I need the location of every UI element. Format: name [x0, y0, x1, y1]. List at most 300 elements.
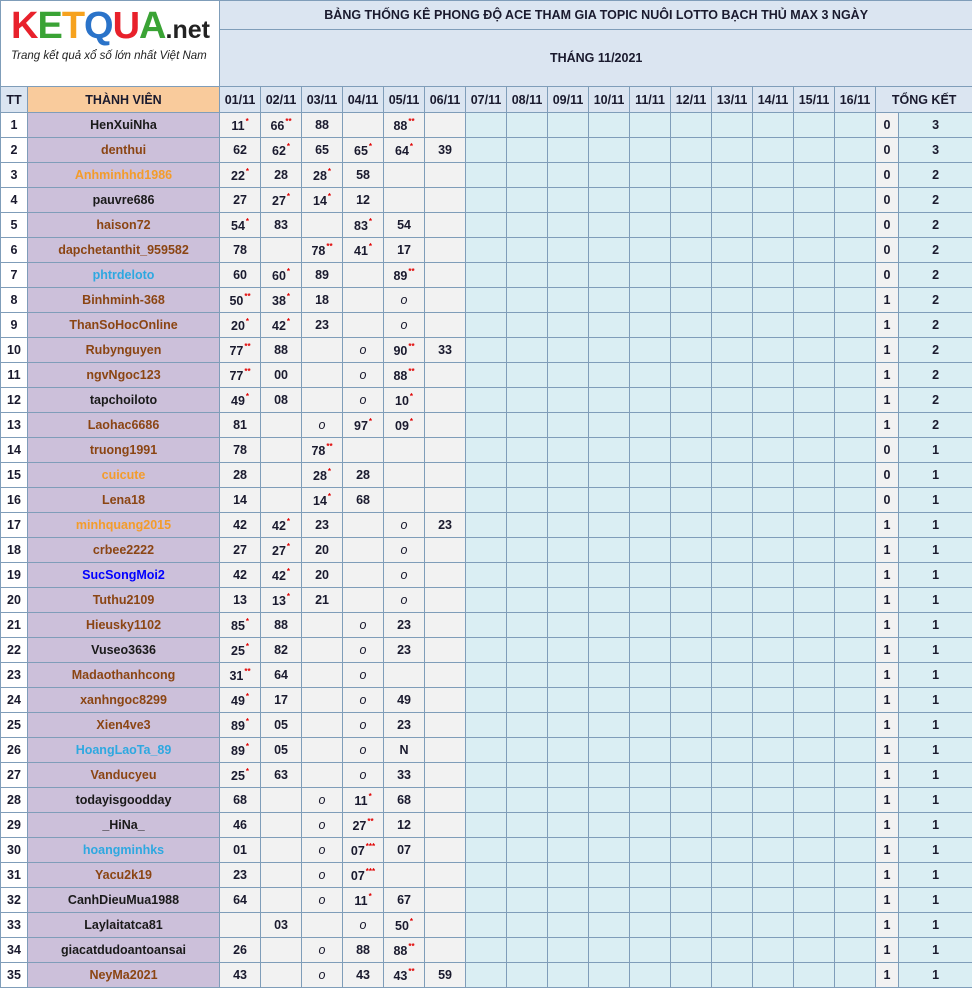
day-cell	[548, 238, 589, 263]
number-value: 23	[233, 868, 247, 882]
number-value: 21	[315, 593, 329, 607]
day-cell	[548, 913, 589, 938]
number-value: 27	[233, 193, 247, 207]
number-value: 68	[356, 493, 370, 507]
day-cell	[548, 288, 589, 313]
day-cell	[507, 538, 548, 563]
table-row	[1, 363, 972, 388]
number-value: 49	[231, 394, 245, 408]
hit-marker: *	[245, 392, 250, 401]
table-row	[1, 163, 972, 188]
member-name[interactable]: giacatdudoantoansai	[28, 938, 220, 963]
member-name[interactable]: Hieusky1102	[28, 613, 220, 638]
day-cell	[548, 838, 589, 863]
member-name[interactable]: Binhminh-368	[28, 288, 220, 313]
day-cell	[712, 813, 753, 838]
table-row	[1, 913, 972, 938]
number-value: 64	[274, 668, 288, 682]
day-cell	[384, 838, 425, 863]
day-cell	[712, 338, 753, 363]
day-cell	[753, 588, 794, 613]
table-row	[1, 838, 972, 863]
summary-hit-count: 1	[899, 863, 972, 888]
day-cell	[671, 413, 712, 438]
day-cell	[384, 763, 425, 788]
number-value: o	[318, 943, 326, 957]
hit-marker: ***	[365, 842, 376, 851]
member-name[interactable]: cuicute	[28, 463, 220, 488]
row-number: 31	[1, 863, 28, 888]
summary-hit-count: 2	[899, 388, 972, 413]
day-cell	[302, 288, 343, 313]
member-name[interactable]: truong1991	[28, 438, 220, 463]
row-number: 34	[1, 938, 28, 963]
table-row	[1, 738, 972, 763]
number-value: 23	[397, 618, 411, 632]
day-cell	[835, 788, 876, 813]
day-cell	[589, 588, 630, 613]
day-cell	[343, 313, 384, 338]
day-cell	[261, 738, 302, 763]
day-cell	[753, 763, 794, 788]
day-cell	[753, 138, 794, 163]
day-cell	[302, 913, 343, 938]
member-name[interactable]: haison72	[28, 213, 220, 238]
number-value: 89	[231, 719, 245, 733]
day-cell	[261, 938, 302, 963]
summary-miss-count: 1	[876, 338, 899, 363]
day-cell	[794, 363, 835, 388]
row-number: 28	[1, 788, 28, 813]
member-name[interactable]: Tuthu2109	[28, 588, 220, 613]
day-cell	[425, 863, 466, 888]
summary-miss-count: 1	[876, 413, 899, 438]
hit-marker: **	[326, 242, 333, 251]
day-cell	[630, 413, 671, 438]
number-value: o	[318, 843, 326, 857]
day-cell	[671, 663, 712, 688]
table-row	[1, 213, 972, 238]
number-value: o	[400, 518, 408, 532]
day-cell	[630, 763, 671, 788]
day-cell	[753, 363, 794, 388]
day-cell	[343, 588, 384, 613]
number-value: 81	[233, 418, 247, 432]
row-number: 2	[1, 138, 28, 163]
column-header-date: 03/11	[302, 87, 343, 113]
day-cell	[835, 138, 876, 163]
summary-miss-count: 1	[876, 388, 899, 413]
number-value: 78	[311, 244, 326, 258]
day-cell	[384, 263, 425, 288]
day-cell	[712, 263, 753, 288]
day-cell	[753, 263, 794, 288]
hit-marker: *	[286, 267, 291, 276]
day-cell	[466, 713, 507, 738]
number-value: 65	[354, 144, 368, 158]
hit-marker: *	[368, 417, 373, 426]
day-cell	[220, 313, 261, 338]
day-cell	[507, 588, 548, 613]
day-cell	[589, 113, 630, 138]
day-cell	[425, 288, 466, 313]
number-value: 88	[356, 943, 370, 957]
member-name[interactable]: Yacu2k19	[28, 863, 220, 888]
column-header-tt: TT	[1, 87, 28, 113]
day-cell	[794, 413, 835, 438]
hit-marker: *	[368, 892, 372, 901]
day-cell	[712, 638, 753, 663]
day-cell	[507, 963, 548, 988]
day-cell	[220, 238, 261, 263]
day-cell	[384, 563, 425, 588]
day-cell	[548, 663, 589, 688]
day-cell	[425, 363, 466, 388]
day-cell	[507, 438, 548, 463]
day-cell	[712, 463, 753, 488]
summary-miss-count: 1	[876, 713, 899, 738]
day-cell	[671, 313, 712, 338]
row-number: 14	[1, 438, 28, 463]
day-cell	[548, 788, 589, 813]
day-cell	[507, 938, 548, 963]
day-cell	[466, 838, 507, 863]
day-cell	[548, 763, 589, 788]
day-cell	[384, 588, 425, 613]
day-cell	[343, 288, 384, 313]
day-cell	[712, 488, 753, 513]
day-cell	[220, 413, 261, 438]
table-row	[1, 938, 972, 963]
day-cell	[794, 138, 835, 163]
number-value: 13	[272, 594, 286, 608]
day-cell	[630, 738, 671, 763]
day-cell	[630, 913, 671, 938]
day-cell	[712, 838, 753, 863]
day-cell	[425, 438, 466, 463]
day-cell	[261, 138, 302, 163]
hit-marker: *	[286, 192, 291, 201]
day-cell	[466, 463, 507, 488]
day-cell	[835, 613, 876, 638]
day-cell	[466, 738, 507, 763]
day-cell	[753, 413, 794, 438]
number-value: 88	[274, 618, 288, 632]
number-value: 12	[356, 193, 370, 207]
day-cell	[548, 638, 589, 663]
day-cell	[630, 688, 671, 713]
day-cell	[220, 663, 261, 688]
member-name[interactable]: ThanSoHocOnline	[28, 313, 220, 338]
day-cell	[343, 888, 384, 913]
column-header-date: 06/11	[425, 87, 466, 113]
number-value: 11	[354, 794, 368, 808]
day-cell	[630, 338, 671, 363]
hit-marker: *	[245, 742, 250, 751]
summary-miss-count: 0	[876, 463, 899, 488]
summary-hit-count: 2	[899, 263, 972, 288]
member-name[interactable]: _HiNa_	[28, 813, 220, 838]
summary-miss-count: 1	[876, 313, 899, 338]
summary-miss-count: 1	[876, 888, 899, 913]
hit-marker: **	[367, 817, 374, 826]
day-cell	[794, 688, 835, 713]
number-value: 77	[229, 344, 244, 358]
day-cell	[343, 938, 384, 963]
column-header-date: 01/11	[220, 87, 261, 113]
day-cell	[425, 463, 466, 488]
number-value: 78	[233, 243, 247, 257]
number-value: 23	[397, 718, 411, 732]
member-name[interactable]: todayisgoodday	[28, 788, 220, 813]
day-cell	[507, 888, 548, 913]
number-value: o	[359, 368, 367, 382]
logo-letter: A	[139, 5, 166, 47]
day-cell	[712, 538, 753, 563]
day-cell	[671, 538, 712, 563]
member-name[interactable]: tapchoiloto	[28, 388, 220, 413]
day-cell	[384, 663, 425, 688]
summary-hit-count: 1	[899, 713, 972, 738]
number-value: 60	[272, 269, 286, 283]
member-name[interactable]: Laohac6686	[28, 413, 220, 438]
hit-marker: *	[327, 192, 332, 201]
table-row	[1, 613, 972, 638]
day-cell	[753, 338, 794, 363]
day-cell	[712, 113, 753, 138]
day-cell	[302, 313, 343, 338]
member-name[interactable]: crbee2222	[28, 538, 220, 563]
day-cell	[466, 963, 507, 988]
number-value: 28	[313, 469, 327, 483]
day-cell	[794, 738, 835, 763]
table-row	[1, 338, 972, 363]
number-value: 42	[233, 568, 247, 582]
day-cell	[302, 363, 343, 388]
day-cell	[466, 238, 507, 263]
number-value: 50	[229, 294, 244, 308]
day-cell	[302, 238, 343, 263]
day-cell	[712, 163, 753, 188]
day-cell	[712, 663, 753, 688]
number-value: 12	[397, 818, 411, 832]
day-cell	[630, 188, 671, 213]
member-name[interactable]: Anhminhhd1986	[28, 163, 220, 188]
hit-marker: **	[408, 267, 415, 276]
day-cell	[261, 263, 302, 288]
day-cell	[548, 213, 589, 238]
day-cell	[507, 188, 548, 213]
day-cell	[466, 813, 507, 838]
summary-miss-count: 1	[876, 938, 899, 963]
number-value: o	[359, 393, 367, 407]
day-cell	[384, 213, 425, 238]
day-cell	[302, 863, 343, 888]
number-value: 42	[272, 569, 286, 583]
day-cell	[753, 188, 794, 213]
member-name[interactable]: xanhngoc8299	[28, 688, 220, 713]
number-value: o	[359, 618, 367, 632]
day-cell	[220, 713, 261, 738]
member-name[interactable]: CanhDieuMua1988	[28, 888, 220, 913]
number-value: 38	[272, 294, 286, 308]
summary-miss-count: 1	[876, 863, 899, 888]
day-cell	[630, 213, 671, 238]
hit-marker: **	[285, 117, 292, 126]
day-cell	[384, 863, 425, 888]
page-title: THÁNG 11/2021	[220, 30, 972, 87]
day-cell	[589, 413, 630, 438]
number-value: o	[400, 318, 408, 332]
day-cell	[794, 388, 835, 413]
column-header-date: 08/11	[507, 87, 548, 113]
number-value: 43	[393, 969, 408, 983]
day-cell	[753, 738, 794, 763]
hit-marker: *	[327, 167, 332, 176]
day-cell	[425, 938, 466, 963]
table-row	[1, 313, 972, 338]
member-name[interactable]: minhquang2015	[28, 513, 220, 538]
number-value: 43	[356, 968, 370, 982]
member-name[interactable]: HoangLaoTa_89	[28, 738, 220, 763]
day-cell	[712, 513, 753, 538]
day-cell	[302, 388, 343, 413]
day-cell	[712, 713, 753, 738]
member-name[interactable]: phtrdeloto	[28, 263, 220, 288]
day-cell	[671, 738, 712, 763]
table-row	[1, 388, 972, 413]
day-cell	[753, 388, 794, 413]
number-value: o	[400, 568, 408, 582]
day-cell	[425, 638, 466, 663]
number-value: 27	[233, 543, 247, 557]
day-cell	[466, 863, 507, 888]
day-cell	[384, 363, 425, 388]
number-value: 89	[315, 268, 329, 282]
day-cell	[671, 863, 712, 888]
hit-marker: *	[409, 142, 414, 151]
day-cell	[630, 288, 671, 313]
ketqua-logo[interactable]	[1, 1, 219, 63]
day-cell	[261, 338, 302, 363]
number-value: o	[359, 743, 367, 757]
member-name[interactable]: SucSongMoi2	[28, 563, 220, 588]
number-value: 00	[274, 368, 288, 382]
number-value: 50	[395, 919, 409, 933]
day-cell	[794, 713, 835, 738]
day-cell	[589, 188, 630, 213]
day-cell	[384, 538, 425, 563]
number-value: 41	[354, 244, 368, 258]
day-cell	[466, 538, 507, 563]
member-name[interactable]: NeyMa2021	[28, 963, 220, 988]
day-cell	[384, 638, 425, 663]
day-cell	[220, 788, 261, 813]
day-cell	[343, 513, 384, 538]
day-cell	[220, 363, 261, 388]
day-cell	[261, 813, 302, 838]
member-name[interactable]: Vuseo3636	[28, 638, 220, 663]
day-cell	[384, 188, 425, 213]
day-cell	[302, 538, 343, 563]
day-cell	[671, 513, 712, 538]
day-cell	[548, 888, 589, 913]
member-name[interactable]: Xien4ve3	[28, 713, 220, 738]
table-row	[1, 513, 972, 538]
day-cell	[343, 738, 384, 763]
day-cell	[261, 413, 302, 438]
logo-suffix: .net	[165, 16, 210, 44]
day-cell	[712, 388, 753, 413]
day-cell	[507, 388, 548, 413]
day-cell	[302, 763, 343, 788]
day-cell	[343, 438, 384, 463]
row-number: 21	[1, 613, 28, 638]
day-cell	[466, 438, 507, 463]
hit-marker: *	[245, 617, 250, 626]
number-value: 08	[274, 393, 288, 407]
member-name[interactable]: denthui	[28, 138, 220, 163]
member-name[interactable]: Vanducyeu	[28, 763, 220, 788]
day-cell	[384, 613, 425, 638]
number-value: o	[359, 343, 367, 357]
member-name[interactable]: hoangminhks	[28, 838, 220, 863]
day-cell	[425, 738, 466, 763]
number-value: 83	[274, 218, 288, 232]
day-cell	[548, 488, 589, 513]
day-cell	[794, 638, 835, 663]
day-cell	[343, 638, 384, 663]
day-cell	[425, 763, 466, 788]
row-number: 19	[1, 563, 28, 588]
number-value: 14	[313, 494, 327, 508]
day-cell	[261, 463, 302, 488]
row-number: 32	[1, 888, 28, 913]
summary-hit-count: 1	[899, 513, 972, 538]
day-cell	[712, 238, 753, 263]
day-cell	[261, 113, 302, 138]
day-cell	[548, 413, 589, 438]
day-cell	[343, 813, 384, 838]
number-value: 42	[272, 319, 286, 333]
member-name[interactable]: Madaothanhcong	[28, 663, 220, 688]
member-name[interactable]: ngvNgoc123	[28, 363, 220, 388]
number-value: 33	[397, 768, 411, 782]
day-cell	[835, 963, 876, 988]
member-name[interactable]: Laylaitatca81	[28, 913, 220, 938]
summary-miss-count: 0	[876, 113, 899, 138]
member-name[interactable]: Rubynguyen	[28, 338, 220, 363]
row-number: 24	[1, 688, 28, 713]
number-value: 88	[393, 119, 408, 133]
day-cell	[794, 813, 835, 838]
day-cell	[835, 188, 876, 213]
day-cell	[794, 788, 835, 813]
member-name[interactable]: pauvre686	[28, 188, 220, 213]
day-cell	[794, 263, 835, 288]
summary-miss-count: 0	[876, 438, 899, 463]
day-cell	[425, 163, 466, 188]
row-number: 20	[1, 588, 28, 613]
member-name[interactable]: Lena18	[28, 488, 220, 513]
day-cell	[425, 213, 466, 238]
member-name[interactable]: HenXuiNha	[28, 113, 220, 138]
number-value: 90	[393, 344, 408, 358]
number-value: 18	[315, 293, 329, 307]
member-name[interactable]: dapchetanthit_959582	[28, 238, 220, 263]
day-cell	[220, 538, 261, 563]
day-cell	[425, 338, 466, 363]
